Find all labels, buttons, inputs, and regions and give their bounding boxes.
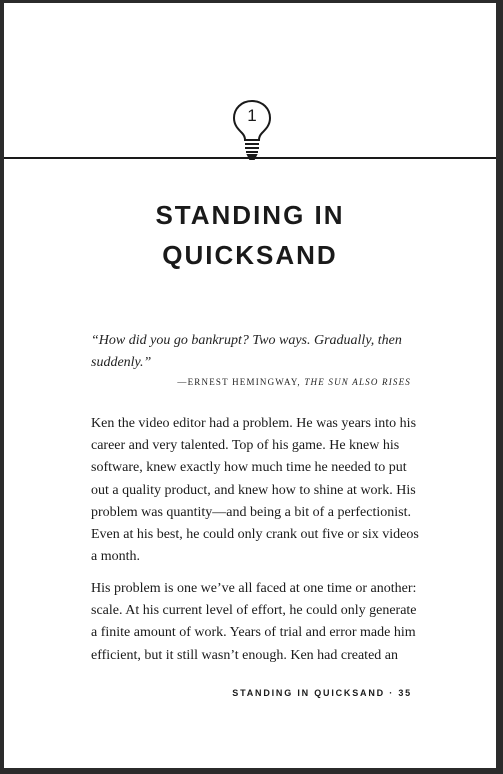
chapter-number: 1 xyxy=(247,106,257,125)
text-line: a finite amount of work. Years of trial and error made him xyxy=(91,625,416,641)
attribution-work: THE SUN ALSO RISES xyxy=(304,377,411,387)
epigraph-line: suddenly.” xyxy=(91,355,152,370)
text-line: problem was quantity—and being a bit of a perfectionist. xyxy=(91,504,411,520)
text-line: efficient, but it still wasn’t enough. Ken had created an xyxy=(91,647,399,663)
text-line: scale. At his current level of effort, he could only generate xyxy=(91,603,417,619)
text-line: out a quality product, and knew how to shine at work. His xyxy=(91,482,416,498)
page-number: 35 xyxy=(398,688,412,698)
running-head: STANDING IN QUICKSAND xyxy=(232,688,385,698)
chapter-title-line: STANDING IN xyxy=(155,200,345,230)
epigraph-quote xyxy=(91,330,411,374)
body-paragraph xyxy=(91,413,419,568)
chapter-title xyxy=(4,195,496,275)
book-page xyxy=(4,3,496,768)
chapter-title-line: QUICKSAND xyxy=(162,240,338,270)
footer-separator: · xyxy=(389,688,395,698)
epigraph-line: “How did you go bankrupt? Two ways. Gradually, then xyxy=(91,333,402,348)
epigraph-attribution xyxy=(91,377,411,387)
text-line: His problem is one we’ve all faced at one time or another: xyxy=(91,581,417,596)
text-line: Ken the video editor had a problem. He was years into his xyxy=(91,416,417,431)
text-line: software, knew exactly how much time he needed to put xyxy=(91,460,407,476)
page-footer xyxy=(91,688,412,698)
body-paragraph xyxy=(91,578,417,667)
text-line: a month. xyxy=(91,549,140,565)
attribution-author: —ERNEST HEMINGWAY, xyxy=(177,377,305,387)
text-line: career and very talented. Top of his game. He knew his xyxy=(91,438,400,454)
text-line: Even at his best, he could only crank out five or six videos xyxy=(91,527,419,543)
